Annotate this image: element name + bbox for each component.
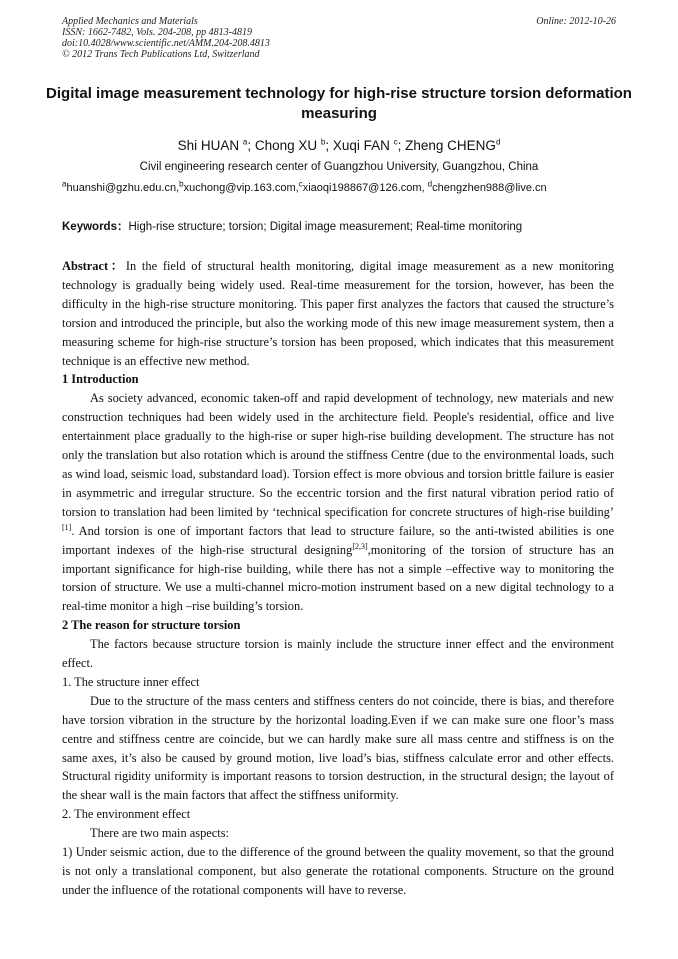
author-separator: ; [397, 138, 406, 153]
citation-ref: [1] [62, 522, 72, 532]
keywords-text: High-rise structure; torsion; Digital image measurement; Real-time monitoring [128, 221, 523, 233]
author-name: Shi HUAN [177, 138, 243, 153]
author-mark: c [393, 137, 398, 147]
online-date: Online: 2012-10-26 [536, 16, 616, 27]
sub-list-item: 1) Under seismic action, due to the difference of the ground between the quality movement, so that the ground is not only a translational component, but also generate the rotational components. Structure on the ground under the influence of the rotational components will have to reverse. [62, 845, 614, 897]
introduction-paragraph [62, 389, 614, 616]
author-list [40, 137, 638, 155]
author-name: Zheng CHENG [405, 138, 496, 153]
author-name: Chong XU [254, 138, 321, 153]
list-item-heading: 2. The environment effect [62, 807, 191, 822]
author-mark: d [495, 137, 501, 147]
paragraph-text: As society advanced, economic taken-off and rapid development of technology, new materials and new construction techniques had been widely used in the architecture field. People's residential, office and live entertainment place gradually to the high-rise or super high-rise building development. The structure has not only the translation but also rotation which is around the stiffness Centre (due to the environmental loads, such as wind load, seismic load, substandard load). Torsion effect is more obvious and torsion brittle failure is easier in asymmetric and irregular structure. So the eccentric torsion and the first natural vibration period ratio of torsion to translation had been limited by ‘technical specification for concrete structures of high-rise building’ [62, 391, 614, 519]
affiliation: Civil engineering research center of Guangzhou University, Guangzhou, China [139, 161, 539, 173]
paper-title: Digital image measurement technology for high-rise structure torsion deformation measuring [46, 85, 632, 122]
paragraph-text: ,monitoring of the torsion of structure has an important significance for high-rise building, while there has not a simple –effective way to monitoring the torsion of structure. We use a multi-channel micro-motion instrument based on a new digital technology to a real-time monitor a high –rise building’s torsion. [62, 542, 614, 614]
abstract [62, 257, 614, 370]
paper-body [62, 257, 614, 900]
email-link[interactable]: huanshi@gzhu.edu.cn, [66, 182, 180, 194]
abstract-text: In the field of structural health monitoring, digital image measurement as a new monitoring technology is gradually being widely used. Real-time measurement for the torsion, however, has been the difficulty in the high-rise structure monitoring. This paper first analyzes the factors that caused the structure’s torsion and introduced the principle, but also the working mode of this new image measurement system, then a measuring scheme for high-rise structure’s torsion has been proposed, which indicates that this measurement technique is an effective new method. [62, 259, 615, 368]
email-mark: b [179, 179, 184, 189]
author-separator: ; [325, 138, 333, 153]
section-heading-reason: 2 The reason for structure torsion [62, 618, 241, 633]
email-link[interactable]: chengzhen988@live.cn [432, 182, 547, 194]
inner-effect-paragraph: Due to the structure of the mass centers and stiffness centers do not coincide, there is bias, and therefore have torsion vibration in the structure by the horizontal loading.Even if we can make sure one floor’s mass centre and stiffness centre are coincide, but we can hardly make sure all mass centre and stiffness is on the same axes, it’s also be caused by ground motion, live load’s bias, stiffness calculate error and other effects. Structural rigidity uniformity is important reasons to torsion destruction, in the structural design; the layout of the shear wall is the main factors that affect the stiffness uniformity. [62, 693, 614, 803]
email-mark: d [427, 179, 433, 189]
section-heading-introduction: 1 Introduction [62, 372, 139, 387]
email-link[interactable]: xuchong@vip.163.com, [183, 182, 299, 194]
environment-effect-paragraph: There are two main aspects: [90, 826, 229, 841]
email-list [62, 181, 622, 196]
journal-issn: ISSN: 1662-7482, Vols. 204-208, pp 4813-4819 [62, 27, 252, 38]
email-link[interactable]: xiaoqi198867@126.com, [302, 182, 428, 194]
keywords-label: Keywords： [62, 221, 129, 233]
list-item-heading: 1. The structure inner effect [62, 674, 200, 689]
author-separator: ; [247, 138, 255, 153]
journal-doi: doi:10.4028/www.scientific.net/AMM.204-208.4813 [62, 38, 270, 49]
email-mark: c [298, 179, 303, 189]
keywords [62, 220, 622, 235]
author-mark: a [242, 137, 248, 147]
journal-header [62, 16, 616, 60]
citation-ref: [2,3] [352, 541, 368, 551]
author-name: Xuqi FAN [332, 138, 394, 153]
author-mark: b [320, 137, 326, 147]
abstract-label: Abstract： [62, 259, 126, 273]
journal-copyright: © 2012 Trans Tech Publications Ltd, Switzerland [62, 49, 260, 60]
journal-name: Applied Mechanics and Materials [62, 16, 198, 27]
paragraph-text: . And torsion is one of important factors that lead to structure failure, so the anti-twisted abilities is one important indexes of the high-rise structural designing [62, 523, 614, 557]
email-mark: a [62, 179, 67, 189]
reason-paragraph: The factors because structure torsion is mainly include the structure inner effect and the environment effect. [62, 637, 614, 671]
